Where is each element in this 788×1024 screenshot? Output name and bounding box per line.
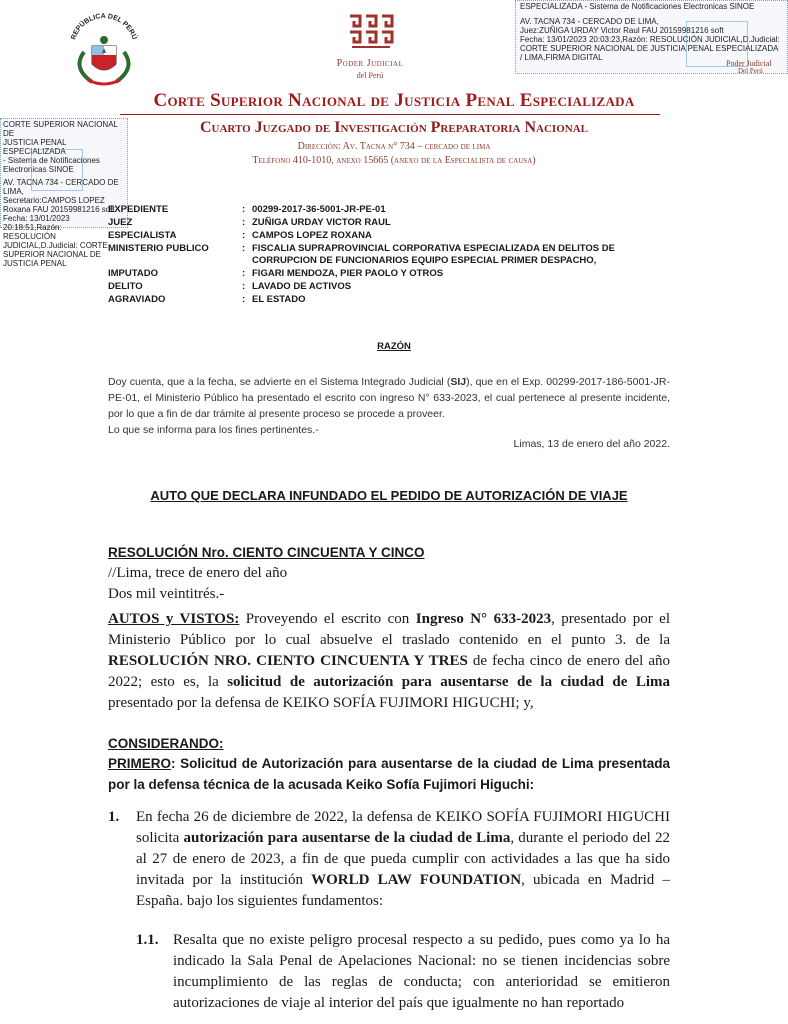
razon-closing: Lo que se informa para los fines pertinentes.-	[108, 424, 319, 436]
autos-resolution-ref: RESOLUCIÓN NRO. CIENTO CINCUENTA Y TRES	[108, 653, 468, 669]
razon-text-c: ), que en el Exp. 00299-2017-186-5001-JR-PE-01, el Ministerio Público ha presentado el escrito con ingreso N° 633-2023, el cual pertenece al presente incidente, por lo que a fin de dar trámite al presente proceso se procede a proveer.	[108, 376, 670, 420]
stamp-line: CORTE SUPERIOR NACIONAL DE	[3, 120, 118, 138]
item-1-part: En fecha 26 de diciembre de 2022, la defensa de KEIKO SOFÍA FUJIMORI HIGUCHI solicita	[136, 809, 670, 846]
info-colon: :	[242, 268, 246, 279]
item-1-bold: autorización para ausentarse de la ciudad de Lima	[183, 830, 511, 846]
stamp-line: Roxana FAU 20159981216 soft	[3, 205, 115, 214]
autos-text: , presentado por el Ministerio Público por lo cual absuelve el traslado contenido en el punto 3. de la	[108, 611, 671, 648]
autos-ingreso: Ingreso N° 633-2023	[415, 611, 552, 627]
stamp-pj-sub: Del Perú	[738, 67, 763, 75]
primero-heading	[108, 753, 670, 795]
primero-label: PRIMERO	[108, 756, 172, 771]
info-label: MINISTERIO PUBLICO	[108, 243, 209, 254]
auto-title: AUTO QUE DECLARA INFUNDADO EL PEDIDO DE AUTORIZACIÓN DE VIAJE	[150, 488, 628, 503]
autos-y-vistos	[108, 609, 670, 714]
info-label: JUEZ	[108, 217, 133, 228]
stamp-line: RESOLUCIÓN	[3, 232, 56, 241]
sij-acronym: SIJ	[450, 376, 467, 388]
stamp-line: Fecha: 13/01/2023 20:03:23,Razón: RESOLUCIÓN JUDICIAL,D.Judicial:	[520, 35, 780, 44]
info-value: ZUÑIGA URDAY VICTOR RAUL	[252, 217, 391, 228]
stamp-watermark-icon	[31, 149, 83, 191]
stamp-line: AV. TACNA 734 - CERCADO DE	[3, 178, 119, 187]
stamp-line: JUSTICIA PENAL ESPECIALIZADA	[3, 138, 67, 156]
autos-text: Proveyendo el escrito con	[239, 611, 416, 627]
stamp-line: JUSTICIA PENAL	[3, 259, 67, 268]
resolution-year: Dos mil veintitrés.-	[108, 586, 225, 602]
item-1-part: , ubicada en Madrid – España. bajo los siguientes fundamentos:	[136, 872, 670, 909]
info-label: IMPUTADO	[108, 268, 158, 279]
stamp-line: Fecha: 13/01/2023 20:18:51,Razón:	[3, 214, 70, 232]
info-value: 00299-2017-36-5001-JR-PE-01	[252, 204, 386, 215]
pj-subtitle: del Perú	[356, 71, 384, 80]
stamp-line: Electronicas SINOE	[3, 165, 74, 174]
court-subtitle: Cuarto Juzgado de Investigación Preparatoria Nacional	[199, 119, 588, 136]
stamp-line: LIMA,	[3, 187, 24, 196]
razon-paragraph	[108, 374, 670, 422]
svg-text:REPÚBLICA DEL PERÚ: REPÚBLICA DEL PERÚ	[70, 12, 138, 41]
info-colon: :	[242, 243, 246, 254]
resolution-number: RESOLUCIÓN Nro. CIENTO CINCUENTA Y CINCO	[108, 545, 425, 560]
info-label: EXPEDIENTE	[108, 204, 169, 215]
autos-solicitud: solicitud de autorización para ausentarse de la ciudad de Lima	[227, 674, 670, 690]
info-colon: :	[242, 294, 246, 305]
resolution-place-date: //Lima, trece de enero del año	[108, 565, 288, 581]
info-value: FISCALIA SUPRAPROVINCIAL CORPORATIVA ESPECIALIZADA EN DELITOS DE CORRUPCION DE FUNCIONARIOS EQUIPO ESPECIAL PRIMER DESPACHO,	[252, 243, 615, 266]
item-1-text	[136, 807, 670, 912]
info-value: LAVADO DE ACTIVOS	[252, 281, 352, 292]
stamp-line: - Sistema de Notificaciones	[3, 156, 100, 165]
info-value: FIGARI MENDOZA, PIER PAOLO Y OTROS	[252, 268, 444, 279]
info-colon: :	[242, 204, 246, 215]
court-address: Dirección: Av. Tacna n° 734 – cercado de lima	[297, 141, 491, 152]
item-1-1-text: Resalta que no existe peligro procesal respecto a su pedido, pues como ya lo ha indicado la Sala Penal de Apelaciones Nacional: no se tienen incidencias sobre incumplimiento de las reglas de conducta; con anterioridad se emitieron autorizaciones de viaje al interior del país que igualmente no han reportado	[173, 932, 670, 1011]
autos-text: de fecha cinco de enero del año 2022; esto es, la	[108, 653, 670, 690]
item-1-number: 1.	[108, 809, 120, 825]
court-phone: Teléfono 410-1010, anexo 15665 (anexo de la Especialista de causa)	[252, 155, 536, 166]
stamp-line: / LIMA,FIRMA DIGITAL	[520, 53, 603, 62]
info-label: DELITO	[108, 281, 143, 292]
info-colon: :	[242, 230, 246, 241]
info-label: ESPECIALISTA	[108, 230, 177, 241]
digital-signature-stamp-judge	[515, 0, 788, 74]
info-value: CAMPOS LOPEZ ROXANA	[252, 230, 372, 241]
stamp-line: ESPECIALIZADA - Sistema de Notificaciones Electronicas SINOE	[520, 2, 755, 11]
considerando-heading: CONSIDERANDO:	[108, 736, 224, 751]
razon-date: Limas, 13 de enero del año 2022.	[513, 438, 670, 450]
item-1-foundation: WORLD LAW FOUNDATION	[311, 872, 522, 888]
resolution-block	[108, 542, 688, 605]
item-1-part: , durante el periodo del 22 al 27 de enero de 2023, a fin de que pueda cumplir con actividades a las que ha sido invitada por la institución	[136, 830, 670, 888]
autos-text: presentado por la defensa de KEIKO SOFÍA FUJIMORI HIGUCHI; y,	[108, 695, 534, 711]
stamp-line: SUPERIOR NACIONAL DE	[3, 250, 101, 259]
peru-coat-of-arms-logo	[62, 8, 146, 90]
info-colon: :	[242, 217, 246, 228]
razon-text-a: Doy cuenta, que a la fecha, se advierte en el Sistema Integrado Judicial (	[108, 376, 451, 388]
autos-label: AUTOS y VISTOS:	[108, 611, 240, 627]
primero-text: : Solicitud de Autorización para ausentarse de la ciudad de Lima presentada por la defensa técnica de la acusada Keiko Sofía Fujimori Higuchi:	[108, 756, 670, 792]
court-title: Corte Superior Nacional de Justicia Penal Especializada	[153, 90, 635, 111]
razon-title: RAZÓN	[377, 341, 411, 352]
razon-text	[108, 374, 670, 438]
stamp-line: CORTE SUPERIOR NACIONAL DE JUSTICIA PENAL ESPECIALIZADA	[520, 44, 779, 53]
info-value: EL ESTADO	[252, 294, 306, 305]
info-colon: :	[242, 281, 246, 292]
court-title-rule	[120, 114, 660, 115]
stamp-line: AV. TACNA 734 - CERCADO DE LIMA,	[520, 17, 659, 26]
item-1-1-number: 1.1.	[136, 932, 159, 948]
stamp-line: Juez:ZUÑIGA URDAY Victor Raul FAU 20159981216 soft	[520, 26, 724, 35]
stamp-line: Secretario:CAMPOS LOPEZ	[3, 196, 105, 205]
stamp-line: JUDICIAL,D.Judicial: CORTE	[3, 241, 108, 250]
stamp-pj-name: Poder Judicial	[726, 59, 772, 68]
pj-name: Poder Judicial	[336, 58, 404, 69]
info-label: AGRAVIADO	[108, 294, 166, 305]
